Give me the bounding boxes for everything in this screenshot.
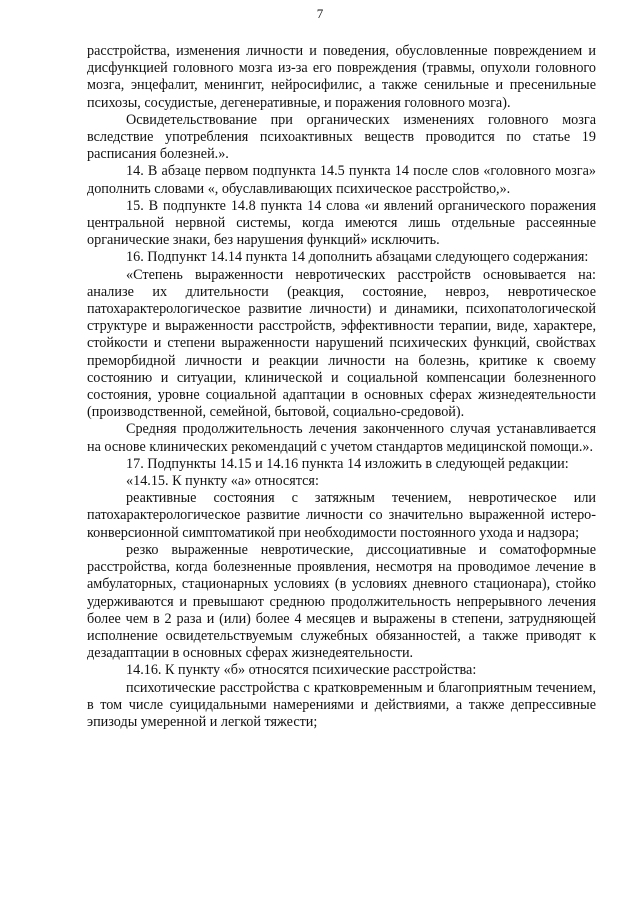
paragraph: психотические расстройства с кратковременным и благоприятным течением, в том числе суицидальными намерениями и действиями, а также депрессивные эпизоды умеренной и легкой тяжести; xyxy=(87,679,596,730)
paragraph: 15. В подпункте 14.8 пункта 14 слова «и явлений органического поражения центральной нервной системы, когда имеются лишь отдельные рассеянные органические знаки, без нарушения функций» исключить. xyxy=(87,197,596,249)
paragraph: 17. Подпункты 14.15 и 14.16 пункта 14 изложить в следующей редакции: xyxy=(126,455,569,472)
paragraph: реактивные состояния с затяжным течением, невротическое или патохарактерологическое развитие личности со значительно выраженной истеро-конверсионной симптоматикой при необходимости постоянного ухода и надзора; xyxy=(87,490,596,541)
paragraph: «Степень выраженности невротических расстройств основывается на: анализе их длительности (реакция, состояние, невроз, невротическое патохарактерологическое развитие личности) и динамики, психопатологической структуре и выраженности расстройств, эффективности терапии, виде, характере, стойкости и степени выраженности нарушений психических функций, свойствах преморбидной личности и реакции личности на болезнь, критике к своему состоянию и ситуации, клинической и социальной компенсации болезненного состояния, уровне социальной адаптации в основных сферах жизнедеятельности (производственной, семейной, бытовой, социально-средовой). xyxy=(87,266,596,421)
paragraph: 14.16. К пункту «б» относятся психические расстройства: xyxy=(126,662,477,679)
paragraph: резко выраженные невротические, диссоциативные и соматоформные расстройства, когда болезненные проявления, несмотря на проводимое лечение в амбулаторных, стационарных условиях (в условиях дневного стационара), стойко удерживаются и превышают среднюю продолжительность непрерывного лечения более чем в 2 раза и (или) более 4 месяцев и выражены в степени, затрудняющей исполнение освидетельствуемым служебных обязанностей, а также приводят к дезадаптации в основных сферах жизнедеятельности. xyxy=(87,541,596,662)
page-number: 7 xyxy=(316,6,324,21)
document-body xyxy=(87,43,596,731)
paragraph: 14. В абзаце первом подпункта 14.5 пункта 14 после слов «головного мозга» дополнить словами «, обуславливающих психическое расстройство,». xyxy=(87,163,596,197)
paragraph: 16. Подпункт 14.14 пункта 14 дополнить абзацами следующего содержания: xyxy=(126,249,589,266)
paragraph: Освидетельствование при органических изменениях головного мозга вследствие употребления психоактивных веществ проводится по статье 19 расписания болезней.». xyxy=(87,111,596,163)
paragraph: расстройства, изменения личности и поведения, обусловленные повреждением и дисфункцией головного мозга из-за его повреждения (травмы, опухоли головного мозга, энцефалит, менингит, нейросифилис, а также сенильные и пресенильные психозы, сосудистые, дегенеративные, и поражения головного мозга). xyxy=(87,43,596,111)
paragraph: «14.15. К пункту «а» относятся: xyxy=(126,473,319,490)
paragraph: Средняя продолжительность лечения законченного случая устанавливается на основе клинических рекомендаций с учетом стандартов медицинской помощи.». xyxy=(87,421,596,455)
